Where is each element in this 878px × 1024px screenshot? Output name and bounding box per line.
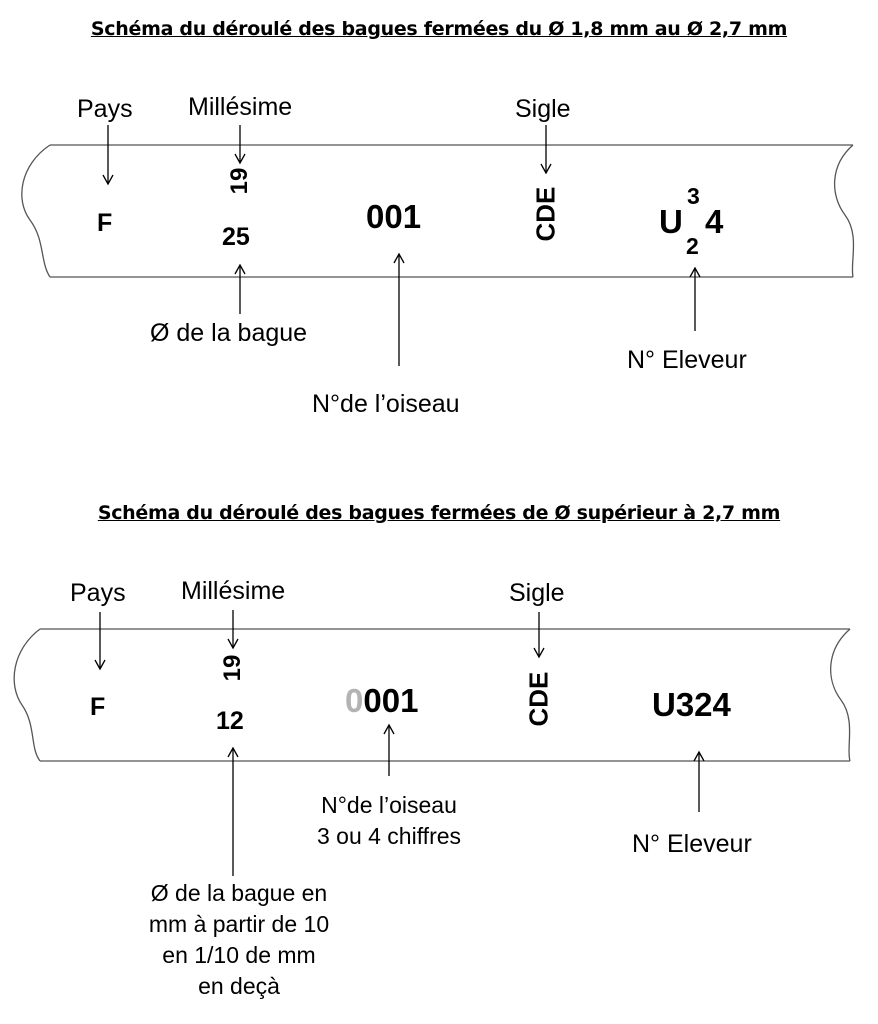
diagram1-diametre-label: Ø de la bague (150, 319, 308, 347)
diagram1-sigle: CDE (530, 186, 561, 242)
diagram2-eleveur-label: N° Eleveur (632, 830, 752, 858)
diagram2-diametre-label-line3: en 1/10 de mm (162, 942, 316, 968)
diagram1-breeder-main: U (659, 203, 683, 240)
diagram2-diameter: 12 (216, 707, 244, 735)
diagram2-bird-number (345, 682, 418, 720)
diagram2-bird-number-optional-digit: 0 (345, 682, 364, 719)
diagram2-oiseau-label (317, 790, 461, 852)
diagram2-breeder-number: U324 (652, 686, 731, 723)
diagram2-pays-label: Pays (70, 579, 126, 607)
diagram2-diametre-label-line1: Ø de la bague en (150, 880, 328, 906)
diagram1-millesime-label: Millésime (188, 93, 293, 121)
diagram2-bird-number-digits: 001 (363, 682, 419, 719)
diagram1-breeder-sup: 3 (687, 183, 700, 209)
diagram2-sigle-label: Sigle (509, 579, 565, 607)
diagram2-millesime-label: Millésime (181, 577, 286, 605)
diagram1-breeder-sub: 2 (686, 233, 699, 259)
diagram1-sigle-label: Sigle (515, 95, 571, 123)
diagram1-oiseau-label: N°de l’oiseau (312, 390, 460, 418)
diagram2-oiseau-label-line2: 3 ou 4 chiffres (316, 823, 462, 849)
diagram1-pays-label: Pays (77, 95, 133, 123)
diagram1-country-code: F (97, 209, 113, 237)
diagram2-sigle: CDE (523, 671, 554, 727)
diagram2-diametre-label-line2: mm à partir de 10 (148, 911, 330, 937)
diagram2-diametre-label (149, 878, 329, 1002)
diagram1-title: Schéma du déroulé des bagues fermées du Ø 1,8 mm au Ø 2,7 mm (90, 18, 788, 40)
diagram2-diametre-label-line4: en deçà (198, 973, 280, 999)
diagram1-bird-number: 001 (366, 198, 422, 235)
diagram1-breeder-end: 4 (705, 203, 724, 240)
diagram1-diameter: 25 (222, 223, 250, 251)
diagram2-title: Schéma du déroulé des bagues fermées de Ø supérieur à 2,7 mm (97, 502, 781, 524)
diagram2-year: 19 (219, 654, 246, 682)
diagram2-country-code: F (90, 693, 106, 721)
diagram1-year: 19 (226, 167, 253, 195)
diagram2-oiseau-label-line1: N°de l’oiseau (321, 792, 457, 818)
diagram1-eleveur-label: N° Eleveur (627, 346, 747, 374)
